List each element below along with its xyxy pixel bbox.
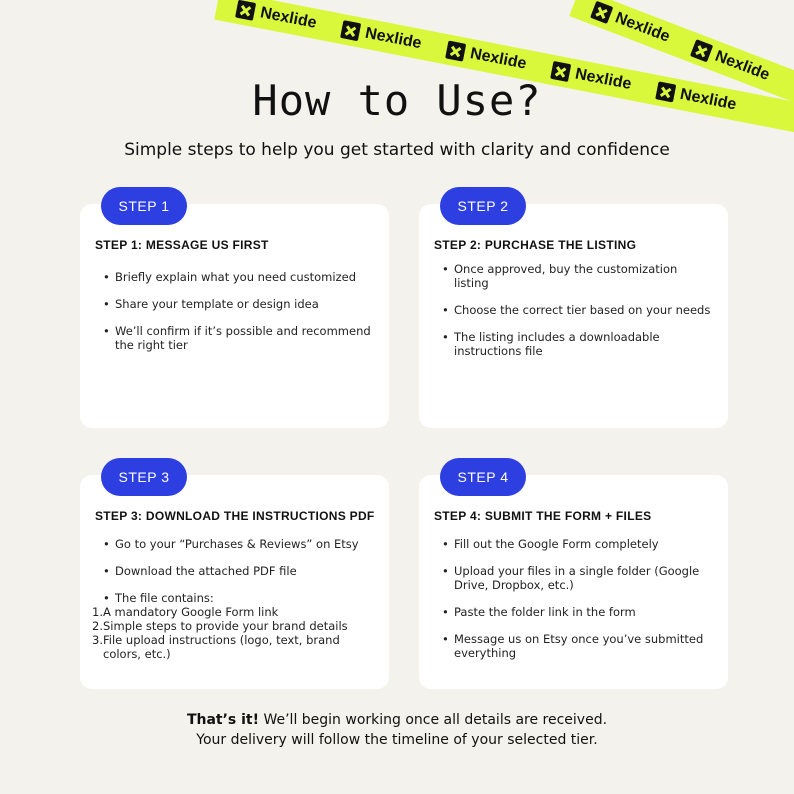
list-item: • Download the attached PDF file: [115, 564, 375, 578]
list-item: • The listing includes a downloadable instructions file: [454, 330, 714, 358]
list-item: • Go to your “Purchases & Reviews” on Etsy: [115, 537, 375, 551]
step-badge: STEP 4: [440, 458, 526, 496]
brand-name: Nexlide: [712, 47, 772, 84]
step-badge: STEP 1: [101, 187, 187, 225]
list-item: • Once approved, buy the customization listing: [454, 262, 714, 290]
step-heading: STEP 1: MESSAGE US FIRST: [95, 238, 269, 252]
step-card-2: [419, 198, 728, 428]
footer-note: [0, 710, 794, 750]
list-item: • The file contains:: [115, 591, 375, 605]
brand-name: Nexlide: [573, 65, 633, 94]
footer-line-1: [0, 710, 794, 730]
list-item: • Share your template or design idea: [115, 297, 375, 311]
step-card-4: [419, 469, 728, 689]
numbered-item: File upload instructions (logo, text, brand colors, etc.): [103, 633, 340, 661]
step-bullet-list: [95, 537, 375, 605]
step-card-3: [80, 469, 389, 689]
brand-logo: [590, 1, 672, 47]
brand-name: Nexlide: [363, 24, 423, 53]
page-subtitle: Simple steps to help you get started with clarity and confidence: [124, 140, 670, 160]
brand-name: Nexlide: [258, 4, 318, 32]
step-badge: STEP 3: [101, 458, 187, 496]
brand-logo: [445, 41, 528, 74]
nexlide-logo-icon: [340, 20, 361, 41]
step-badge: STEP 2: [440, 187, 526, 225]
step-bullet-list: [434, 537, 714, 660]
file-contents-list: [95, 605, 375, 661]
step-heading: STEP 3: DOWNLOAD THE INSTRUCTIONS PDF: [95, 509, 375, 523]
list-item: • Choose the correct tier based on your needs: [454, 303, 714, 317]
list-item: • We’ll confirm if it’s possible and recommend the right tier: [115, 324, 375, 352]
footer-line-2: Your delivery will follow the timeline of your selected tier.: [196, 732, 598, 748]
list-item: • Upload your files in a single folder (Google Drive, Dropbox, etc.): [454, 564, 714, 592]
step-bullet-list: [434, 262, 714, 358]
nexlide-logo-icon: [690, 39, 713, 62]
brand-logo: [235, 0, 318, 33]
numbered-item: A mandatory Google Form link: [103, 605, 279, 619]
nexlide-logo-icon: [235, 0, 256, 21]
list-item: • Briefly explain what you need customized: [115, 270, 375, 284]
brand-name: Nexlide: [468, 45, 528, 73]
page-title: How to Use?: [252, 76, 542, 125]
list-item: • Fill out the Google Form completely: [454, 537, 714, 551]
brand-name: Nexlide: [678, 85, 738, 114]
step-card-1: [80, 198, 389, 428]
brand-logo: [340, 20, 423, 53]
list-item: • Message us on Etsy once you’ve submitted everything: [454, 632, 714, 660]
footer-line-1-text: We’ll begin working once all details are received.: [259, 712, 608, 728]
numbered-item: Simple steps to provide your brand details: [103, 619, 348, 633]
list-item: • Paste the folder link in the form: [454, 605, 714, 619]
footer-emphasis: That’s it!: [186, 712, 260, 728]
nexlide-logo-icon: [445, 41, 466, 62]
step-bullet-list: [95, 270, 375, 352]
brand-name: Nexlide: [612, 9, 673, 46]
step-heading: STEP 4: SUBMIT THE FORM + FILES: [434, 509, 652, 523]
nexlide-logo-icon: [590, 1, 613, 24]
step-heading: STEP 2: PURCHASE THE LISTING: [434, 238, 637, 252]
